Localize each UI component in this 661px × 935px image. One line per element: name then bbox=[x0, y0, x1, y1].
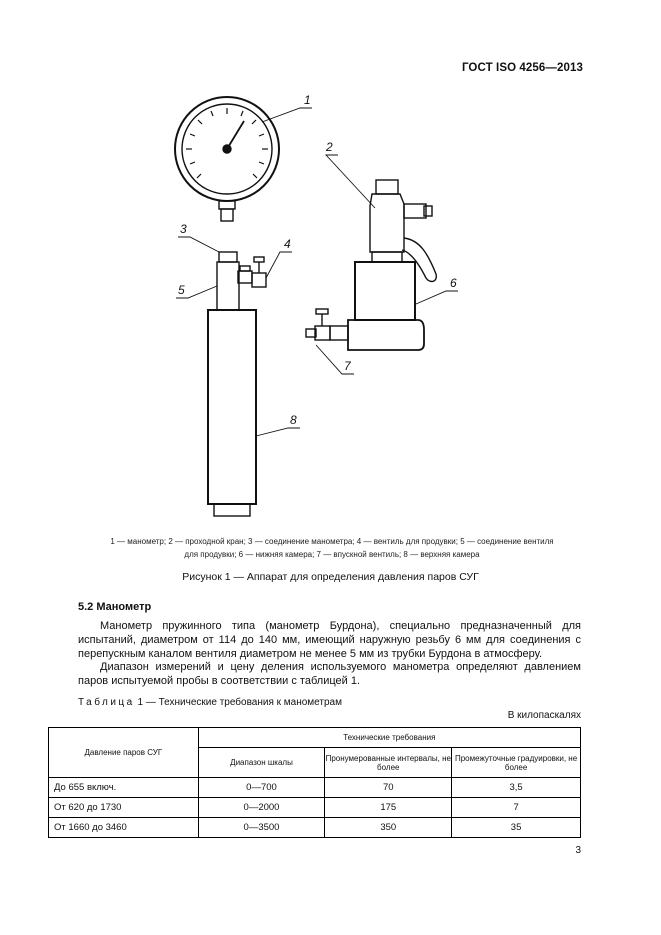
paragraph-1: Манометр пружинного типа (манометр Бурдона), специально предназначенный для испытаний, диаметром от 114 до 140 мм, имеющий наружную резьбу 6 мм для соединения с перепускным каналом вентиля диаметром не менее 5 мм из трубки Бурдона в атмосферу. bbox=[78, 620, 581, 660]
cell: 0—2000 bbox=[198, 798, 325, 818]
upper-fittings bbox=[217, 252, 266, 310]
table-title bbox=[78, 697, 342, 708]
requirements-table bbox=[48, 727, 581, 838]
cell: От 620 до 1730 bbox=[49, 798, 199, 818]
document-header: ГОСТ ISO 4256—2013 bbox=[461, 62, 583, 74]
cell: 70 bbox=[325, 778, 452, 798]
legend-line-1: 1 — манометр; 2 — проходной кран; 3 — соединение манометра; 4 — вентиль для продувки; 5 — соединение вентиля bbox=[110, 537, 554, 546]
figure-legend bbox=[62, 535, 602, 561]
header-tech-requirements: Технические требования bbox=[198, 728, 580, 748]
callout-1: 1 bbox=[304, 93, 311, 107]
cell: 350 bbox=[325, 818, 452, 838]
table-row bbox=[49, 818, 581, 838]
page-number: 3 bbox=[575, 845, 581, 856]
cell: 0—700 bbox=[198, 778, 325, 798]
pressure-gauge bbox=[175, 97, 279, 221]
upper-chamber bbox=[208, 310, 256, 516]
unit-note: В килопаскалях bbox=[507, 710, 581, 721]
subheader-intermediate-graduations: Промежуточные градуировки, не более bbox=[452, 748, 581, 778]
figure-caption: Рисунок 1 — Аппарат для определения давления паров СУГ bbox=[182, 571, 479, 583]
cell: 7 bbox=[452, 798, 581, 818]
callout-5: 5 bbox=[178, 283, 185, 297]
callout-6: 6 bbox=[450, 276, 457, 290]
cell: 175 bbox=[325, 798, 452, 818]
callout-8: 8 bbox=[290, 413, 297, 427]
cell: 35 bbox=[452, 818, 581, 838]
header-vapor-pressure: Давление паров СУГ bbox=[49, 728, 199, 778]
cell: 3,5 bbox=[452, 778, 581, 798]
table-title-text: 1 — Технические требования к манометрам bbox=[137, 697, 342, 708]
callout-2: 2 bbox=[326, 140, 333, 154]
cell: До 655 включ. bbox=[49, 778, 199, 798]
table-row bbox=[49, 778, 581, 798]
subheader-scale-range: Диапазон шкалы bbox=[198, 748, 325, 778]
cell: 0—3500 bbox=[198, 818, 325, 838]
subheader-numbered-intervals: Пронумерованные интервалы, не более bbox=[325, 748, 452, 778]
callout-7: 7 bbox=[344, 359, 351, 373]
callout-4: 4 bbox=[284, 237, 291, 251]
paragraph-2: Диапазон измерений и цену деления используемого манометра определяют давлением паров испытуемой пробы в соответствии с таблицей 1. bbox=[78, 661, 581, 687]
legend-line-2: для продувки; 6 — нижняя камера; 7 — впускной вентиль; 8 — верхняя камера bbox=[184, 550, 480, 559]
section-heading: 5.2 Манометр bbox=[78, 601, 152, 613]
cell: От 1660 до 3460 bbox=[49, 818, 199, 838]
table-title-prefix: Таблица bbox=[78, 697, 135, 708]
lower-chamber-assembly bbox=[306, 180, 436, 350]
table-row bbox=[49, 798, 581, 818]
callout-3: 3 bbox=[180, 222, 187, 236]
